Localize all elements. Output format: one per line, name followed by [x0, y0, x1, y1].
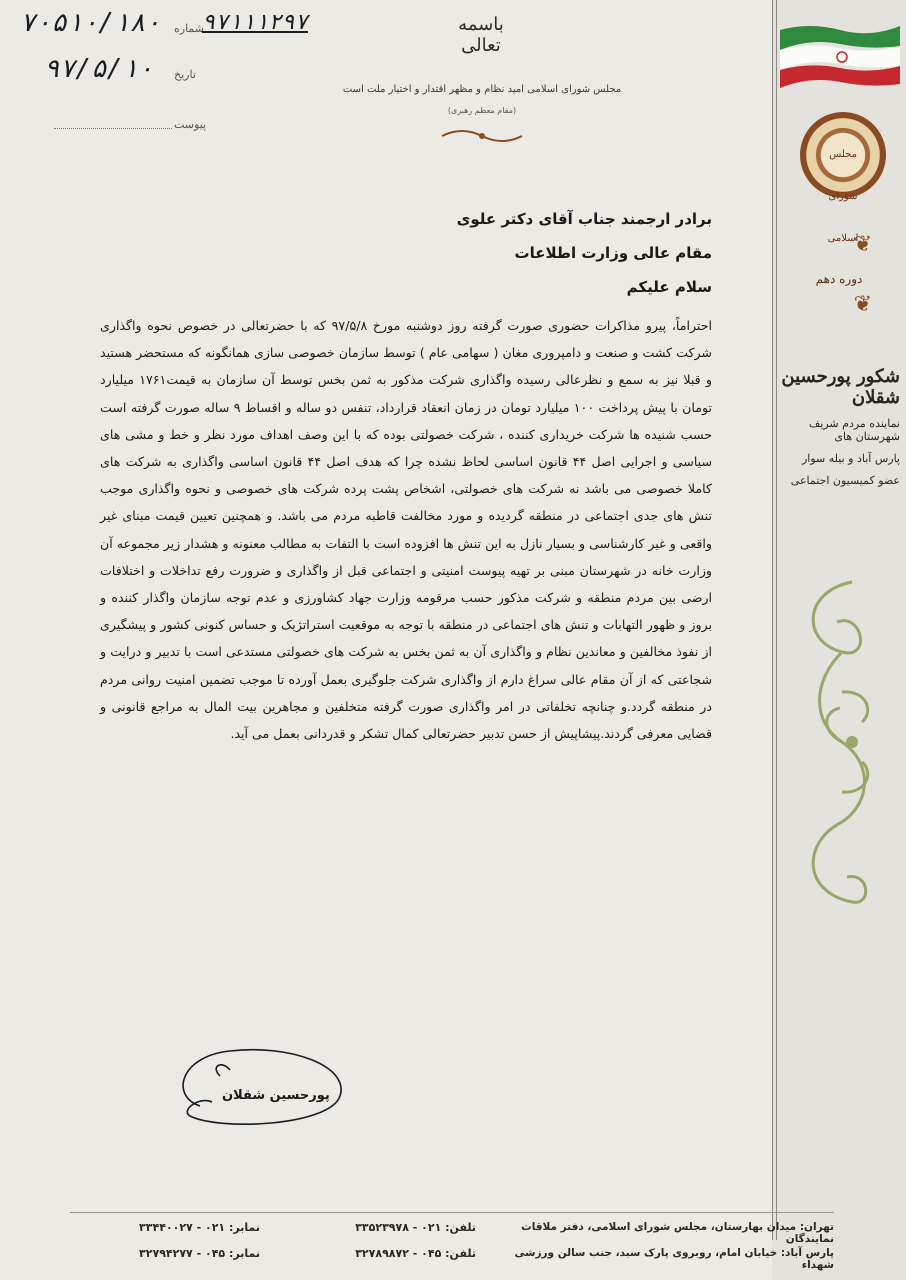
greeting: سلام علیکم — [626, 278, 712, 296]
mp-constituency: پارس آباد و بیله سوار — [801, 452, 900, 465]
letterhead-attribution: (مقام معظم رهبری) — [447, 106, 517, 115]
ornament-icon: ❦ — [853, 292, 872, 317]
signature — [160, 1036, 360, 1136]
letter-date: ۹۷/۵/۱۰ — [44, 54, 154, 84]
letterhead-title: مجلس شورای اسلامی امید نظام و مظهر اقتدار و اختیار ملت است — [342, 84, 622, 95]
mp-info — [776, 366, 900, 487]
phone-parsabad: تلفن: ۰۴۵ - ۳۲۷۸۹۸۷۲ — [355, 1247, 476, 1260]
reference-number: ۷۰۵۱۰/۱۸۰ — [20, 8, 161, 38]
fax-parsabad: نمابر: ۰۴۵ - ۳۲۷۹۴۲۷۷ — [139, 1247, 260, 1260]
recipient-line: برادر ارجمند جناب آقای دکتر علوی — [456, 210, 712, 228]
letter-paragraph: احتراماً، پیرو مذاکرات حضوری صورت گرفته روز دوشنبه مورخ ۹۷/۵/۸ که با حضرتعالی در خصوص نحوه واگذاری شرکت کشت و صنعت و دامپروری مغان ( سهامی عام ) توسط سازمان خصوصی سازی همانگونه که مستحضر هستید و قبلا نیز به سمع و نظرعالی رسیده واگذاری شرکت مذکور به ثمن بخس توسط آن سازمان به قیمت۱۷۶۱ میلیارد تومان با پیش پرداخت ۱۰۰ میلیارد تومان در زمان انعقاد قرارداد، تنفس دو ساله و اقساط ۹ ساله صورت گرفته است حسب شنیده ها شرکت خریداری کننده ، شرکت خصولتی بوده که با این وصف اهداف مورد نظر و خط و مشی های سیاسی و اجرایی اصل ۴۴ قانون اساسی لحاظ نشده چرا که هدف اصل ۴۴ قانون اساسی واگذاری به شرکت های کاملا خصوصی می باشد نه شرکت های خصولتی، اشخاص پشت پرده شرکت های خصوصی و نحوه واگذاری موجب تنش های جدی اجتماعی در منطقه گردیده و مورد مخالفت قاطبه مردم می باشد. و همچنین تعیین قیمت مبنای غیر واقعی و غیر کارشناسی و بسیار نازل به این تنش ها افزوده است با التفات به مطالب معنونه و هشدار زیر مجموعه آن وزارت خانه در شهرستان مبنی بر تهیه پیوست امنیتی و اجتماعی قبل از واگذاری و ضرورت رفع تداخلات و اختلافات ارضی بین مردم منطقه و شرکت مذکور حسب مرقومه وزارت جهاد کشاورزی و عدم توجه سازمان واگذار کننده و بروز و ظهور التهابات و تنش های اجتماعی در منطقه با توجه به موقعیت استراتژیک و حساس کنونی کشور و پیشگیری از نفوذ مخالفین و معاندین نظام و واگذاری آن به ثمن بخس به شرکت های خصولتی مستدعی است با تدبیر و درایت و شجاعتی که از آن مقام عالی سراغ دارم از واگذاری شرکت جلوگیری بعمل آورده تا موجب تضمین امنیت روانی مردم در منطقه گردد.و چنانچه تخلفاتی در امر واگذاری صورت گرفته متخلفین و مجاهرین بیت المال به مراجع قانونی و قضایی معرفی گردند.پیشاپیش از حسن تدبیر حضرتعالی کمال تشکر و قدردانی بعمل می آید. — [100, 318, 713, 742]
letter-body — [100, 202, 712, 747]
session-label: دوره دهم — [815, 272, 863, 286]
mp-commission: عضو کمیسیون اجتماعی — [790, 474, 900, 487]
phone-tehran: تلفن: ۰۲۱ - ۳۳۵۲۳۹۷۸ — [355, 1221, 476, 1234]
ornament-icon — [432, 126, 532, 146]
sidebar — [772, 0, 906, 1280]
attachment-line — [54, 128, 172, 129]
sidebar-divider — [772, 0, 773, 1240]
parliament-seal — [800, 112, 886, 244]
address-tehran: تهران: میدان بهارستان، مجلس شورای اسلامی، دفتر ملاقات نمایندگان — [521, 1221, 834, 1245]
letterhead — [318, 14, 646, 144]
ornament-icon: ❦ — [853, 232, 872, 257]
date-label: تاریخ — [174, 68, 196, 81]
mp-role: نماینده مردم شریف شهرستان های — [808, 417, 900, 443]
mp-name: شکور پورحسین شقلان — [781, 366, 900, 408]
fax-tehran: نمابر: ۰۲۱ - ۳۳۴۴۰۰۲۷ — [139, 1221, 260, 1234]
reference-label: شماره — [174, 22, 205, 35]
sidebar-divider-inner — [776, 0, 777, 1240]
reference-number-alt: ۹۷۱۱۱۲۹۷ — [202, 10, 308, 35]
signature-scribble-icon — [160, 1036, 360, 1136]
address-parsabad: پارس آباد: خیابان امام، روبروی پارک سبد، جنب سالن ورزشی شهداء — [514, 1247, 834, 1271]
letter-meta — [14, 4, 314, 134]
recipient-position: مقام عالی وزارت اطلاعات — [514, 244, 712, 262]
iran-flag-icon — [780, 22, 900, 88]
seal-text: مجلس شورای اسلامی — [827, 149, 859, 244]
decorative-scroll-icon — [792, 572, 888, 912]
footer — [70, 1212, 834, 1273]
basmala-calligraphy: باسمه تعالی — [458, 14, 504, 56]
attachment-label: پیوست — [174, 118, 207, 131]
signature-name: پورحسین شقلان — [222, 1088, 330, 1103]
